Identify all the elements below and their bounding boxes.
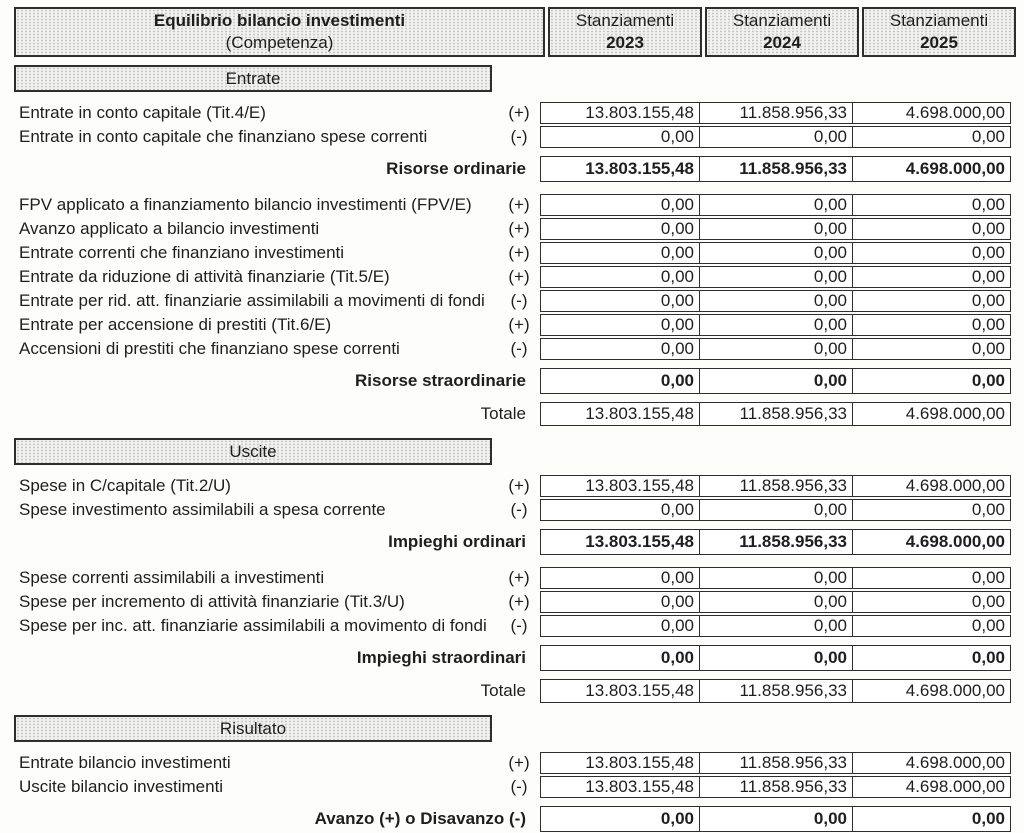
value-cell-2023: 13.803.155,48 (540, 402, 700, 426)
table-row (14, 591, 1018, 613)
table-title: Equilibrio bilancio investimenti (153, 11, 406, 30)
value-cell-2024: 11.858.956,33 (699, 402, 853, 426)
subtotal-row-risorse-straordinarie (14, 368, 1018, 394)
value-cell-2024: 0,00 (699, 266, 853, 288)
value-cell-2025: 4.698.000,00 (852, 529, 1011, 555)
value-cell-2023: 0,00 (540, 290, 700, 312)
column-header-label: Stanziamenti (889, 11, 989, 30)
table-title-box (14, 7, 545, 57)
row-sign: (+) (508, 315, 530, 334)
row-label: Entrate in conto capitale (Tit.4/E) (19, 103, 266, 122)
value-cell-2023: 13.803.155,48 (540, 776, 700, 798)
row-values (540, 338, 1011, 360)
table-row (14, 499, 1018, 521)
value-cell-2024: 0,00 (699, 338, 853, 360)
subtotal-label: Risorse ordinarie (386, 159, 526, 178)
row-label: Entrate correnti che finanziano investimenti (19, 243, 345, 262)
value-cell-2025: 0,00 (852, 218, 1011, 240)
column-header-year: 2023 (606, 33, 644, 52)
table-subtitle: (Competenza) (225, 33, 334, 52)
value-cell-2025: 4.698.000,00 (852, 475, 1011, 497)
value-cell-2024: 0,00 (699, 499, 853, 521)
row-label: Spese investimento assimilabili a spesa corrente (19, 500, 386, 519)
subtotal-row-impieghi-ordinari (14, 529, 1018, 555)
value-cell-2023: 13.803.155,48 (540, 156, 700, 182)
value-cell-2024: 0,00 (699, 194, 853, 216)
value-cell-2023: 0,00 (540, 126, 700, 148)
result-label: Avanzo (+) o Disavanzo (-) (314, 809, 526, 828)
value-cell-2023: 0,00 (540, 567, 700, 589)
value-cell-2025: 0,00 (852, 126, 1011, 148)
row-values (540, 591, 1011, 613)
row-sign: (-) (510, 291, 528, 310)
column-header-label: Stanziamenti (575, 11, 675, 30)
value-cell-2025: 4.698.000,00 (852, 402, 1011, 426)
value-cell-2023: 0,00 (540, 218, 700, 240)
row-label: Uscite bilancio investimenti (19, 777, 224, 796)
row-label: Spese in C/capitale (Tit.2/U) (19, 476, 231, 495)
subtotal-row-impieghi-straordinari (14, 645, 1018, 671)
row-values (540, 475, 1011, 497)
row-values (540, 529, 1011, 555)
value-cell-2023: 0,00 (540, 615, 700, 637)
value-cell-2025: 0,00 (852, 338, 1011, 360)
row-values (540, 752, 1011, 774)
row-sign: (+) (508, 476, 530, 495)
value-cell-2024: 11.858.956,33 (699, 752, 853, 774)
value-cell-2024: 0,00 (699, 314, 853, 336)
value-cell-2024: 11.858.956,33 (699, 156, 853, 182)
value-cell-2023: 0,00 (540, 645, 700, 671)
value-cell-2023: 0,00 (540, 266, 700, 288)
value-cell-2023: 0,00 (540, 368, 700, 394)
row-label: Accensioni di prestiti che finanziano spese correnti (19, 339, 400, 358)
row-values (540, 645, 1011, 671)
value-cell-2025: 4.698.000,00 (852, 776, 1011, 798)
table-row (14, 475, 1018, 497)
value-cell-2025: 4.698.000,00 (852, 679, 1011, 703)
value-cell-2025: 0,00 (852, 591, 1011, 613)
row-values (540, 499, 1011, 521)
row-sign: (-) (510, 500, 528, 519)
table-row (14, 338, 1018, 360)
value-cell-2025: 0,00 (852, 194, 1011, 216)
value-cell-2025: 4.698.000,00 (852, 752, 1011, 774)
value-cell-2025: 0,00 (852, 615, 1011, 637)
value-cell-2023: 0,00 (540, 194, 700, 216)
row-sign: (-) (510, 339, 528, 358)
row-sign: (-) (510, 127, 528, 146)
row-label: Entrate in conto capitale che finanziano spese correnti (19, 127, 428, 146)
value-cell-2024: 0,00 (699, 645, 853, 671)
row-values (540, 806, 1011, 832)
value-cell-2025: 0,00 (852, 242, 1011, 264)
row-values (540, 567, 1011, 589)
row-sign: (-) (510, 777, 528, 796)
row-values (540, 156, 1011, 182)
value-cell-2024: 0,00 (699, 242, 853, 264)
row-label: Spese per inc. att. finanziarie assimilabili a movimento di fondi (19, 616, 487, 635)
row-values (540, 218, 1011, 240)
value-cell-2025: 0,00 (852, 266, 1011, 288)
value-cell-2025: 0,00 (852, 806, 1011, 832)
table-row (14, 102, 1018, 124)
row-values (540, 102, 1011, 124)
row-label: Entrate per rid. att. finanziarie assimilabili a movimenti di fondi (19, 291, 485, 310)
row-sign: (+) (508, 753, 530, 772)
total-label: Totale (480, 681, 526, 700)
value-cell-2024: 0,00 (699, 591, 853, 613)
value-cell-2023: 0,00 (540, 499, 700, 521)
row-values (540, 290, 1011, 312)
value-cell-2024: 11.858.956,33 (699, 776, 853, 798)
value-cell-2025: 0,00 (852, 499, 1011, 521)
value-cell-2023: 13.803.155,48 (540, 102, 700, 124)
row-sign: (+) (508, 267, 530, 286)
row-values (540, 266, 1011, 288)
row-label: FPV applicato a finanziamento bilancio investimenti (FPV/E) (19, 195, 472, 214)
row-sign: (+) (508, 219, 530, 238)
value-cell-2023: 13.803.155,48 (540, 752, 700, 774)
table-row (14, 218, 1018, 240)
row-label: Spese correnti assimilabili a investimenti (19, 568, 325, 587)
table-row (14, 314, 1018, 336)
value-cell-2024: 11.858.956,33 (699, 679, 853, 703)
row-sign: (+) (508, 568, 530, 587)
value-cell-2024: 11.858.956,33 (699, 529, 853, 555)
value-cell-2025: 0,00 (852, 567, 1011, 589)
row-values (540, 776, 1011, 798)
column-header-label: Stanziamenti (732, 11, 832, 30)
value-cell-2023: 13.803.155,48 (540, 475, 700, 497)
row-sign: (+) (508, 592, 530, 611)
subtotal-row-risorse-ordinarie (14, 156, 1018, 182)
section-header-uscite: Uscite (14, 438, 492, 465)
column-header-year: 2025 (920, 33, 958, 52)
row-values (540, 194, 1011, 216)
row-label: Entrate da riduzione di attività finanziarie (Tit.5/E) (19, 267, 390, 286)
value-cell-2024: 0,00 (699, 368, 853, 394)
row-values (540, 242, 1011, 264)
column-header-year: 2024 (763, 33, 801, 52)
row-sign: (+) (508, 195, 530, 214)
section-header-entrate: Entrate (14, 65, 492, 92)
row-values (540, 368, 1011, 394)
value-cell-2023: 0,00 (540, 242, 700, 264)
value-cell-2025: 0,00 (852, 314, 1011, 336)
value-cell-2024: 0,00 (699, 290, 853, 312)
table-row (14, 776, 1018, 798)
row-label: Spese per incremento di attività finanziarie (Tit.3/U) (19, 592, 405, 611)
value-cell-2023: 13.803.155,48 (540, 529, 700, 555)
table-header (14, 7, 1018, 57)
value-cell-2024: 0,00 (699, 218, 853, 240)
row-values (540, 314, 1011, 336)
subtotal-label: Impieghi straordinari (356, 648, 526, 667)
value-cell-2024: 0,00 (699, 567, 853, 589)
value-cell-2025: 0,00 (852, 645, 1011, 671)
row-values (540, 679, 1011, 703)
table-row (14, 615, 1018, 637)
column-header-2023 (548, 7, 702, 57)
total-row-uscite (14, 679, 1018, 703)
row-values (540, 126, 1011, 148)
value-cell-2024: 11.858.956,33 (699, 102, 853, 124)
total-label: Totale (480, 404, 526, 423)
total-row-entrate (14, 402, 1018, 426)
value-cell-2025: 0,00 (852, 368, 1011, 394)
row-values (540, 402, 1011, 426)
value-cell-2024: 11.858.956,33 (699, 475, 853, 497)
value-cell-2024: 0,00 (699, 615, 853, 637)
value-cell-2023: 13.803.155,48 (540, 679, 700, 703)
table-row (14, 567, 1018, 589)
row-label: Avanzo applicato a bilancio investimenti (19, 219, 320, 238)
table-row (14, 266, 1018, 288)
subtotal-label: Impieghi ordinari (388, 532, 526, 551)
value-cell-2024: 0,00 (699, 806, 853, 832)
table-row (14, 290, 1018, 312)
row-sign: (+) (508, 103, 530, 122)
value-cell-2023: 0,00 (540, 314, 700, 336)
row-values (540, 615, 1011, 637)
row-sign: (-) (510, 616, 528, 635)
section-header-risultato: Risultato (14, 715, 492, 742)
table-row (14, 126, 1018, 148)
result-row-avanzo-disavanzo (14, 806, 1018, 832)
row-label: Entrate bilancio investimenti (19, 753, 231, 772)
table-row (14, 242, 1018, 264)
value-cell-2025: 4.698.000,00 (852, 156, 1011, 182)
column-header-2025 (862, 7, 1016, 57)
value-cell-2025: 4.698.000,00 (852, 102, 1011, 124)
value-cell-2024: 0,00 (699, 126, 853, 148)
row-label: Entrate per accensione di prestiti (Tit.6/E) (19, 315, 332, 334)
column-header-2024 (705, 7, 859, 57)
subtotal-label: Risorse straordinarie (354, 371, 526, 390)
row-sign: (+) (508, 243, 530, 262)
value-cell-2023: 0,00 (540, 591, 700, 613)
value-cell-2023: 0,00 (540, 338, 700, 360)
table-row (14, 752, 1018, 774)
value-cell-2023: 0,00 (540, 806, 700, 832)
table-row (14, 194, 1018, 216)
value-cell-2025: 0,00 (852, 290, 1011, 312)
